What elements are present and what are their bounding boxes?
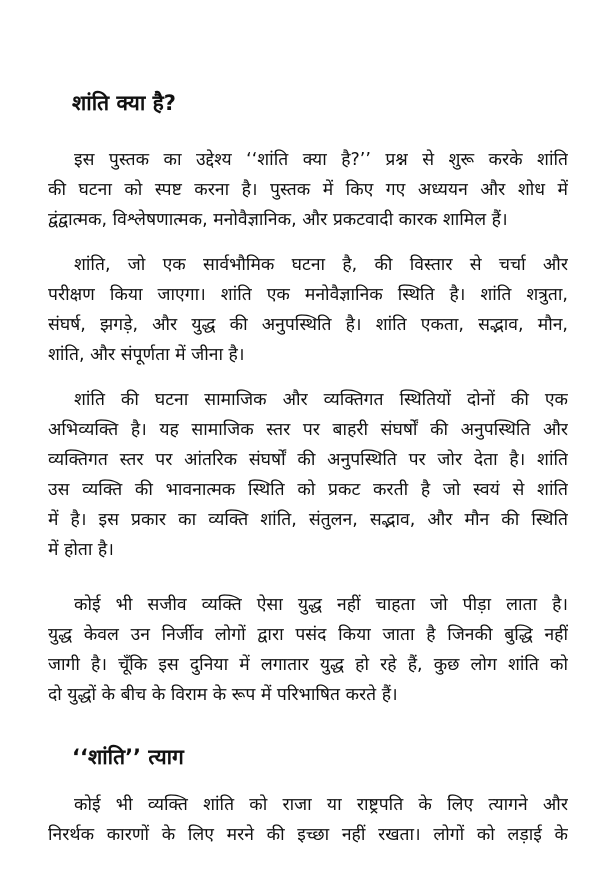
paragraph-4 bbox=[48, 590, 568, 710]
paragraph-line: कोई भी सजीव व्यक्ति ऐसा युद्ध नहीं चाहता जो पीड़ा लाता है। bbox=[74, 595, 568, 615]
paragraph-line: दो युद्धों के बीच के विराम के रूप में परिभाषित करते हैं। bbox=[48, 685, 398, 705]
section-heading-what-is-peace: शांति क्या है? bbox=[72, 91, 176, 115]
paragraph-5 bbox=[48, 790, 568, 850]
paragraph-1 bbox=[48, 145, 568, 235]
paragraph-line: में होता है। bbox=[48, 540, 114, 560]
paragraph-line: संघर्ष, झगड़े, और युद्ध की अनुपस्थिति है। शांति एकता, सद्भाव, मौन, bbox=[48, 315, 568, 335]
paragraph-line: व्यक्तिगत स्तर पर आंतरिक संघर्षों की अनुपस्थिति पर जोर देता है। शांति bbox=[48, 450, 568, 470]
paragraph-line: कोई भी व्यक्ति शांति को राजा या राष्ट्रपति के लिए त्यागने और bbox=[74, 795, 568, 815]
paragraph-line: में है। इस प्रकार का व्यक्ति शांति, संतुलन, सद्भाव, और मौन की स्थिति bbox=[48, 510, 568, 530]
paragraph-line: इस पुस्तक का उद्देश्य ‘‘शांति क्या है?’’ प्रश्न से शुरू करके शांति bbox=[74, 150, 568, 170]
paragraph-line: अभिव्यक्ति है। यह सामाजिक स्तर पर बाहरी संघर्षों की अनुपस्थिति और bbox=[48, 420, 568, 440]
paragraph-line: द्वंद्वात्मक, विश्लेषणात्मक, मनोवैज्ञानिक, और प्रकटवादी कारक शामिल हैं। bbox=[48, 210, 508, 230]
paragraph-2 bbox=[48, 250, 568, 370]
paragraph-line: शांति की घटना सामाजिक और व्यक्तिगत स्थितियों दोनों की एक bbox=[74, 390, 568, 410]
paragraph-line: युद्ध केवल उन निर्जीव लोगों द्वारा पसंद किया जाता है जिनकी बुद्धि नहीं bbox=[48, 625, 568, 645]
paragraph-line: परीक्षण किया जाएगा। शांति एक मनोवैज्ञानिक स्थिति है। शांति शत्रुता, bbox=[48, 285, 568, 305]
paragraph-line: शांति, और संपूर्णता में जीना है। bbox=[48, 345, 245, 365]
paragraph-3 bbox=[48, 385, 568, 565]
paragraph-line: शांति, जो एक सार्वभौमिक घटना है, की विस्तार से चर्चा और bbox=[74, 255, 568, 275]
paragraph-line: निरर्थक कारणों के लिए मरने की इच्छा नहीं रखता। लोगों को लड़ाई के bbox=[48, 825, 568, 845]
paragraph-line: की घटना को स्पष्ट करना है। पुस्तक में किए गए अध्ययन और शोध में bbox=[48, 180, 568, 200]
paragraph-line: जागी है। चूँकि इस दुनिया में लगातार युद्ध हो रहे हैं, कुछ लोग शांति को bbox=[48, 655, 568, 675]
section-heading-peace-sacrifice: ‘‘शांति’’ त्याग bbox=[72, 745, 184, 769]
paragraph-line: उस व्यक्ति की भावनात्मक स्थिति को प्रकट करती है जो स्वयं से शांति bbox=[48, 480, 568, 500]
